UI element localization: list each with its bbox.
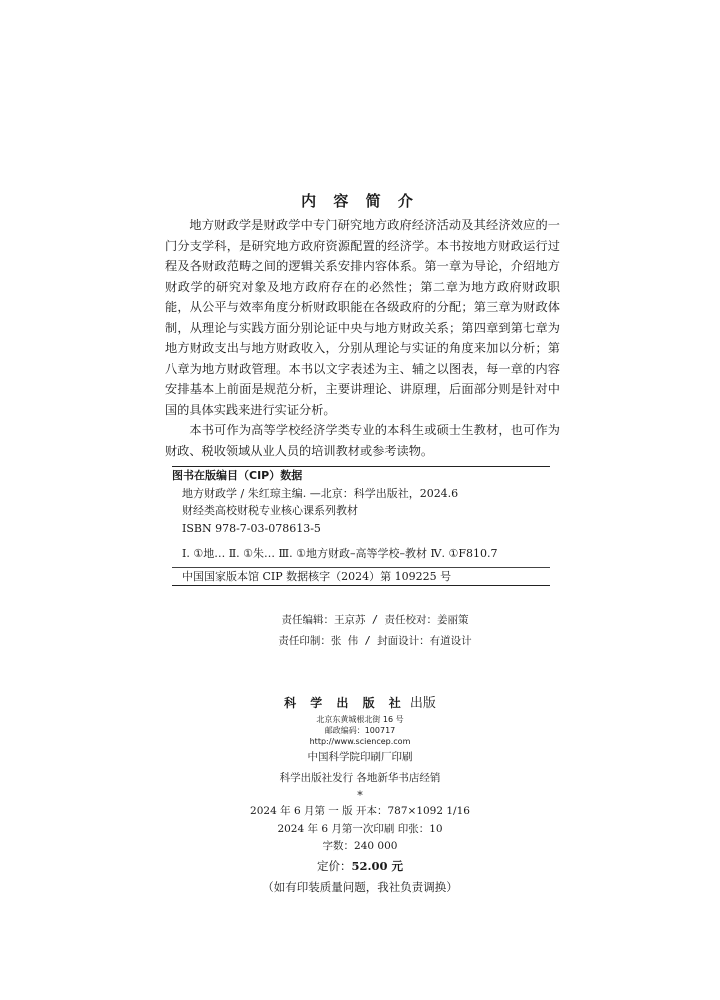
separator-star: * <box>357 789 363 802</box>
cip-line: 财经类高校财税专业核心课系列教材 <box>182 504 358 517</box>
printer-line: 中国科学院印刷厂印刷 <box>307 751 413 763</box>
intro-paragraph: 本书可作为高等学校经济学类专业的本科生或硕士生教材，也可作为财政、税收领域从业人员的培训教材或参考读物。 <box>165 423 560 458</box>
price-line <box>0 856 720 876</box>
quality-note: （如有印装质量问题，我社负责调换） <box>262 879 458 894</box>
publisher-website: http://www.sciencep.com <box>309 737 411 746</box>
cip-line: 中国国家版本馆 CIP 数据核字（2024）第 109225 号 <box>182 569 452 583</box>
price-value: 52.00 元 <box>351 858 403 873</box>
cip-gap <box>172 537 550 545</box>
edition-line: 2024 年 6 月第 一 版 开本：787×1092 1/16 <box>250 805 470 817</box>
word-count: 字数：240 000 <box>322 840 398 852</box>
publisher-logo: 科 学 出 版 社 <box>284 696 406 710</box>
colophon <box>0 693 720 898</box>
price-label: 定价： <box>316 858 352 873</box>
publisher-postcode: 邮政编码：100717 <box>324 726 396 735</box>
publisher-line <box>0 693 720 714</box>
cip-line: 地方财政学 / 朱红琼主编. —北京：科学出版社，2024.6 <box>182 486 459 500</box>
intro-title: 内 容 简 介 <box>301 192 419 210</box>
intro-paragraph: 地方财政学是财政学中专门研究地方政府经济活动及其经济效应的一门分支学科，是研究地方政府资源配置的经济学。本书按地方财政运行过程及各财政范畴之间的逻辑关系安排内容体系。第一章为导论，介绍地方财政学的研究对象及地方政府存在的必然性；第二章为地方政府财政职能，从公平与效率角度分析财政职能在各级政府的分配；第三章为财政体制，从理论与实践方面分别论证中央与地方财政关系；第四章到第七章为地方财政支出与地方财政收入，分别从理论与实证的角度来加以分析；第八章为地方财政管理。本书以文字表述为主、辅之以图表，每一章的内容安排基本上前面是规范分析，主要讲理论、讲原理，后面部分则是针对中国的具体实践来进行实证分析。 <box>165 218 560 417</box>
cip-title: 图书在版编目（CIP）数据 <box>172 469 303 482</box>
printing-line: 2024 年 6 月第一次印刷 印张：10 <box>277 822 443 835</box>
intro-body <box>165 215 560 461</box>
cip-block <box>172 466 550 586</box>
distribution-line: 科学出版社发行 各地新华书店经销 <box>279 772 441 784</box>
credits <box>0 610 720 652</box>
cip-line: Ⅰ. ①地… Ⅱ. ①朱… Ⅲ. ①地方财政–高等学校–教材 Ⅳ. ①F810.7 <box>182 547 498 560</box>
publisher-address: 北京东黄城根北街 16 号 <box>316 715 404 724</box>
cip-line: ISBN 978-7-03-078613-5 <box>182 521 321 535</box>
credits-line: 责任编辑：王京苏 / 责任校对：姜丽策 <box>281 614 469 626</box>
publish-label: 出版 <box>409 696 436 711</box>
credits-line: 责任印制：张 伟 / 封面设计：有道设计 <box>278 635 472 647</box>
